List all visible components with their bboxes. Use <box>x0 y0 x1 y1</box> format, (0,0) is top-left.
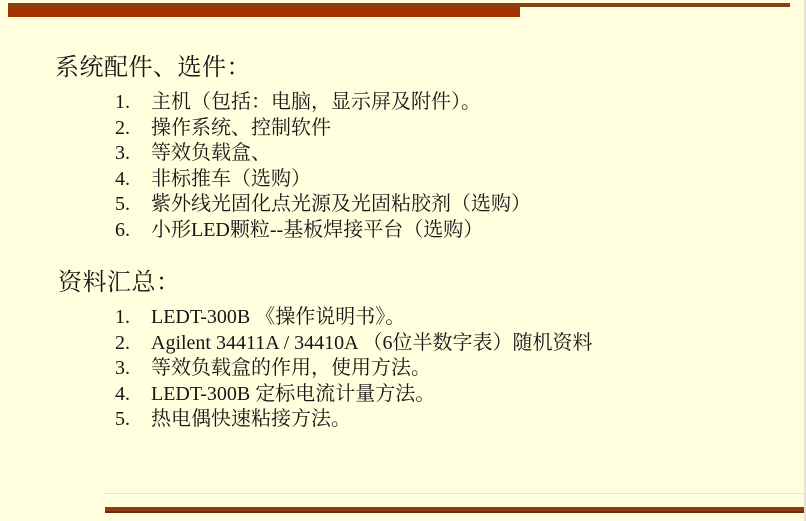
list-item-number: 4. <box>115 167 130 190</box>
list-item <box>0 90 806 116</box>
list-item <box>0 356 806 382</box>
list-item <box>0 192 806 218</box>
list-item-text: 主机（包括：电脑，显示屏及附件）。 <box>151 91 481 113</box>
list-item-text: 热电偶快速粘接方法。 <box>151 408 351 430</box>
list-item-text: 非标推车（选购） <box>151 167 311 190</box>
list-item <box>0 218 806 244</box>
section-heading-documents: 资料汇总： <box>58 270 181 296</box>
list-item-text: 紫外线光固化点光源及光固粘胶剂（选购） <box>151 193 531 215</box>
list-item <box>0 167 806 193</box>
list-item-number: 3. <box>115 142 130 164</box>
list-item <box>0 382 806 408</box>
list-item <box>0 116 806 142</box>
list-item-text: 等效负载盒、 <box>151 142 271 164</box>
list-item <box>0 331 806 357</box>
top-thin-rule <box>8 3 790 7</box>
list-item <box>0 407 806 433</box>
list-item-text: 操作系统、控制软件 <box>151 116 331 139</box>
list-item-number: 4. <box>115 382 130 405</box>
bottom-ghost-rule <box>105 493 806 494</box>
accessories-list <box>0 90 806 243</box>
list-item-number: 1. <box>115 91 130 113</box>
list-item-number: 1. <box>115 306 130 328</box>
list-item-text: 小形LED颗粒--基板焊接平台（选购） <box>151 218 484 241</box>
list-item-number: 6. <box>115 218 130 241</box>
section-heading-accessories: 系统配件、选件： <box>55 55 251 81</box>
list-item <box>0 305 806 331</box>
list-item <box>0 141 806 167</box>
list-item-text: LEDT-300B 《操作说明书》。 <box>151 306 406 328</box>
list-item-number: 2. <box>115 331 130 354</box>
list-item-number: 3. <box>115 357 130 379</box>
list-item-text: LEDT-300B 定标电流计量方法。 <box>151 382 436 405</box>
list-item-number: 2. <box>115 116 130 139</box>
list-item-number: 5. <box>115 408 130 430</box>
bottom-rule <box>105 507 806 513</box>
list-item-number: 5. <box>115 193 130 215</box>
documents-list <box>0 305 806 433</box>
list-item-text: Agilent 34411A / 34410A （6位半数字表）随机资料 <box>151 331 593 354</box>
list-item-text: 等效负载盒的作用，使用方法。 <box>151 357 431 379</box>
